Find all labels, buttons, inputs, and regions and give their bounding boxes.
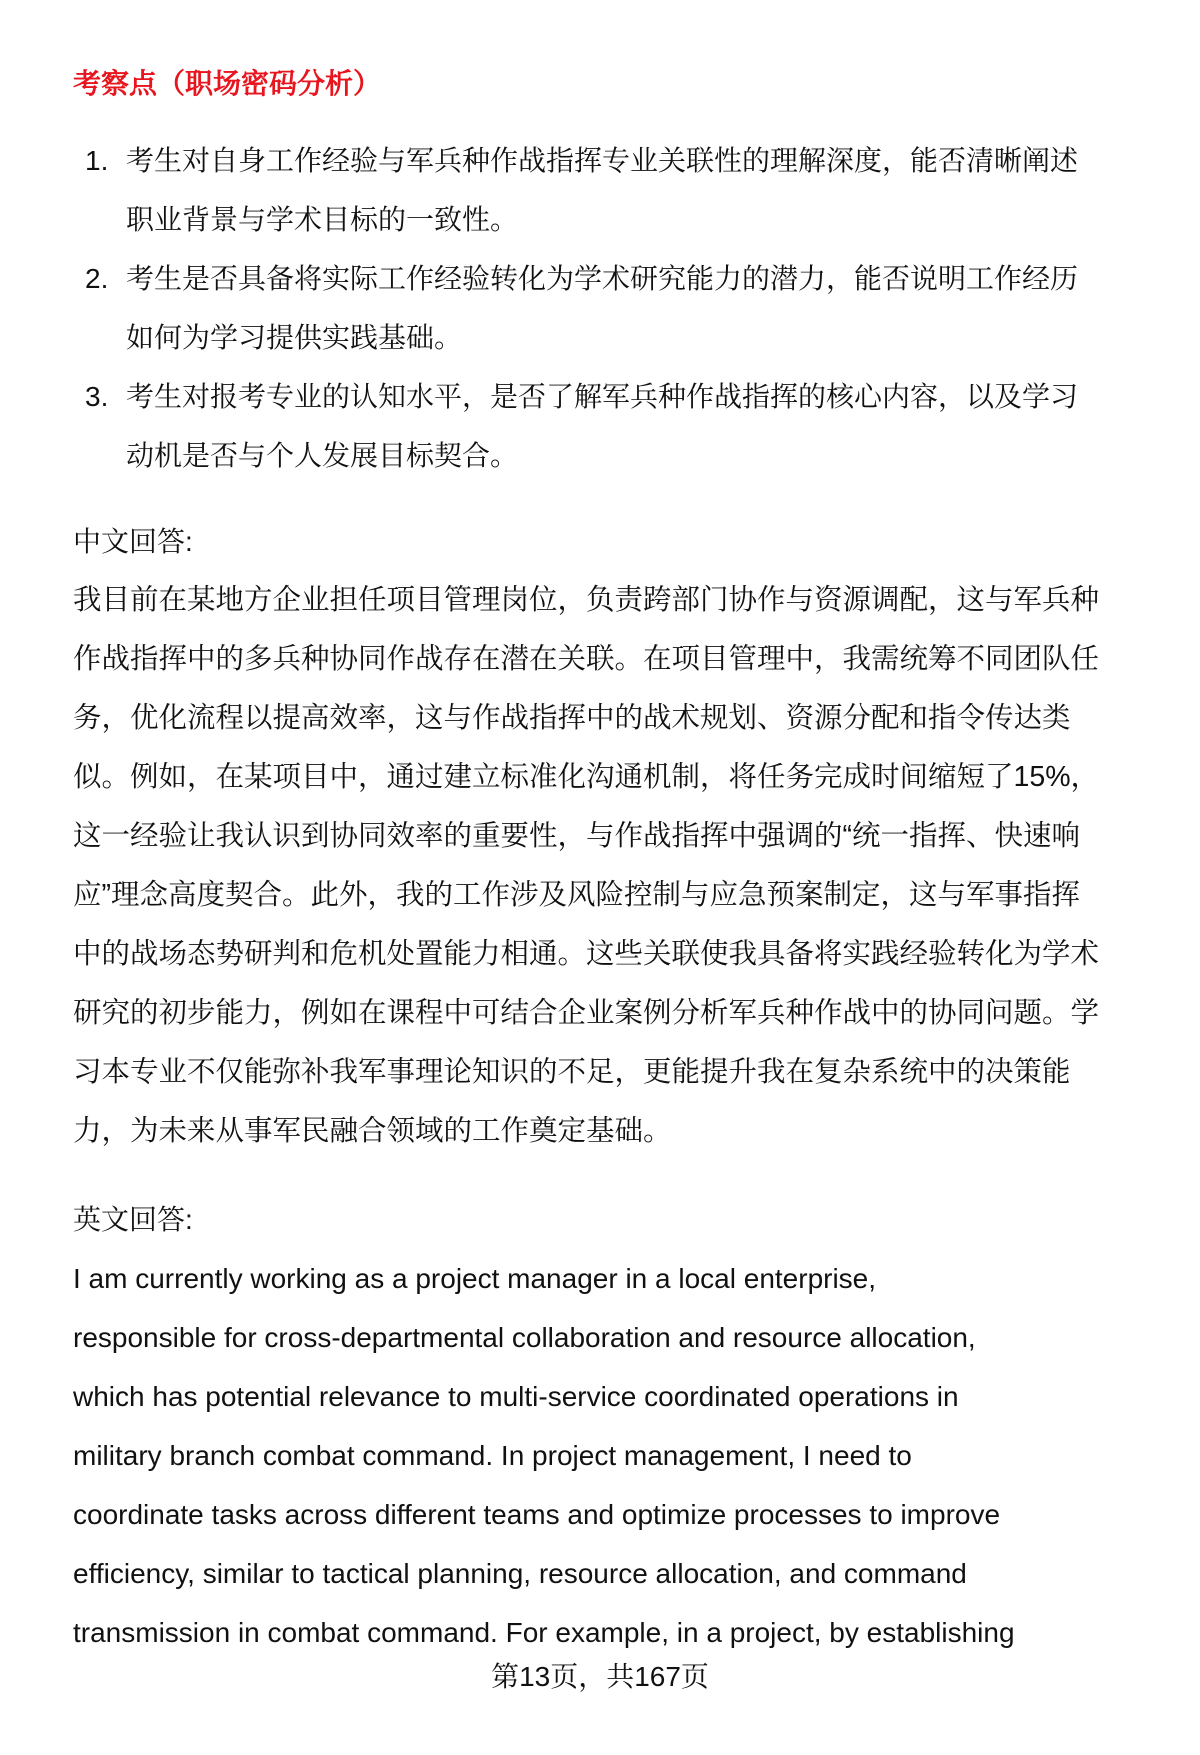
paragraph-line: 作战指挥中的多兵种协同作战存在潜在关联。在项目管理中，我需统筹不同团队任 [73,643,1100,675]
paragraph-line: 中的战场态势研判和危机处置能力相通。这些关联使我具备将实践经验转化为学术 [73,938,1100,970]
page-number: 第13页，共167页 [491,1661,709,1692]
assessment-points-list [73,131,1143,485]
list-number: 1. [85,145,109,176]
chinese-answer-label: 中文回答: [73,526,193,557]
paragraph-line: 习本专业不仅能弥补我军事理论知识的不足，更能提升我在复杂系统中的决策能 [73,1056,1071,1088]
chinese-answer [73,512,1143,1161]
paragraph-line: which has potential relevance to multi-service coordinated operations in [73,1381,959,1412]
list-text-line: 考生对自身工作经验与军兵种作战指挥专业关联性的理解深度，能否清晰阐述 [126,145,1079,176]
paragraph-line: responsible for cross-departmental collaboration and resource allocation, [73,1322,976,1353]
english-answer [73,1190,1143,1662]
paragraph-line: military branch combat command. In project management, I need to [73,1440,912,1471]
paragraph-line: 应”理念高度契合。此外，我的工作涉及风险控制与应急预案制定，这与军事指挥 [73,879,1080,911]
list-text-line: 职业背景与学术目标的一致性。 [126,204,519,235]
paragraph-line: efficiency, similar to tactical planning, resource allocation, and command [73,1558,967,1589]
paragraph-line: 似。例如，在某项目中，通过建立标准化沟通机制，将任务完成时间缩短了15%， [73,761,1100,793]
paragraph-line: 我目前在某地方企业担任项目管理岗位，负责跨部门协作与资源调配，这与军兵种 [73,584,1100,616]
paragraph-line: coordinate tasks across different teams and optimize processes to improve [73,1499,1001,1530]
list-text-line: 考生对报考专业的认知水平，是否了解军兵种作战指挥的核心内容，以及学习 [126,381,1079,412]
paragraph-line: I am currently working as a project manager in a local enterprise, [73,1263,877,1294]
list-text-line: 考生是否具备将实际工作经验转化为学术研究能力的潜力，能否说明工作经历 [126,263,1079,294]
paragraph-line: transmission in combat command. For example, in a project, by establishing [73,1617,1015,1648]
list-text-line: 动机是否与个人发展目标契合。 [126,440,519,471]
list-text-line: 如何为学习提供实践基础。 [126,322,463,353]
list-item [73,131,1143,249]
list-number: 3. [85,381,109,412]
english-answer-label: 英文回答: [73,1204,193,1235]
paragraph-line: 务，优化流程以提高效率，这与作战指挥中的战术规划、资源分配和指令传达类 [73,702,1071,734]
list-number: 2. [85,263,109,294]
paragraph-line: 力，为未来从事军民融合领域的工作奠定基础。 [73,1115,672,1147]
section-title: 考察点（职场密码分析） [73,68,382,99]
paragraph-line: 这一经验让我认识到协同效率的重要性，与作战指挥中强调的“统一指挥、快速响 [73,820,1080,852]
list-item [73,249,1143,367]
list-item [73,367,1143,485]
paragraph-line: 研究的初步能力，例如在课程中可结合企业案例分析军兵种作战中的协同问题。学 [73,997,1100,1029]
